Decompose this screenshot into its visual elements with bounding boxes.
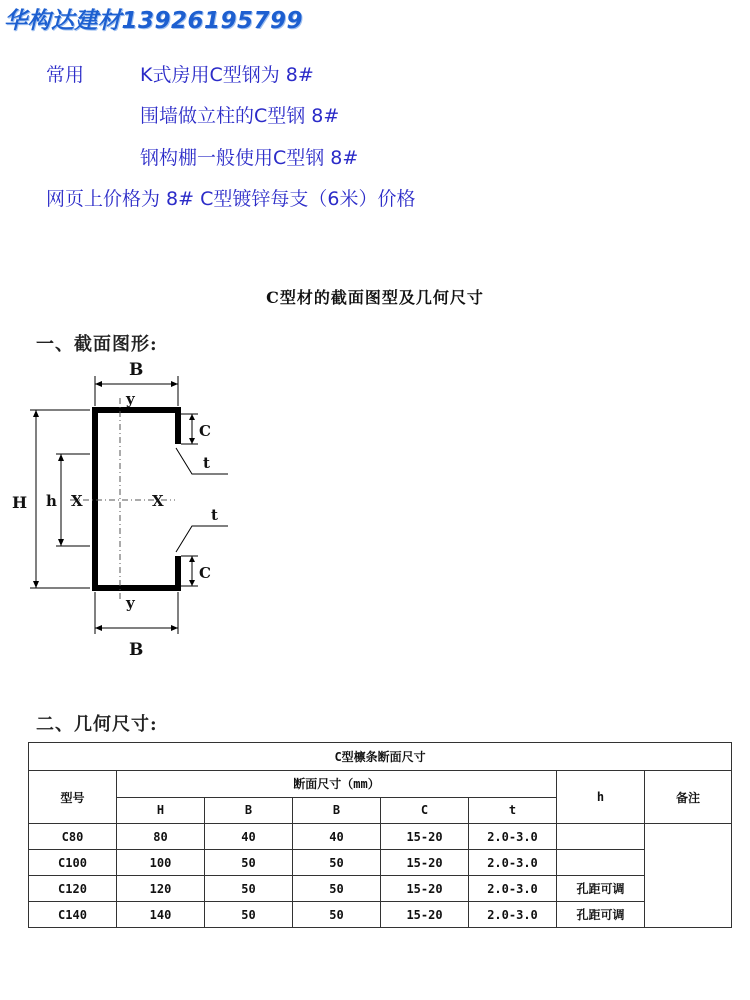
subheader-t: t: [469, 797, 557, 824]
cell-model: C120: [29, 876, 117, 902]
cell-b2: 50: [293, 876, 381, 902]
cell-hole: [557, 850, 645, 876]
cell-b2: 50: [293, 850, 381, 876]
label-y-top: y: [126, 390, 135, 408]
header-h: h: [557, 771, 645, 824]
table-row: [29, 824, 732, 850]
subheader-b2: B: [293, 797, 381, 824]
label-x-left: X: [71, 492, 83, 510]
subheader-h: H: [117, 797, 205, 824]
cell-model: C100: [29, 850, 117, 876]
cell-h: 100: [117, 850, 205, 876]
table-row: [29, 902, 732, 928]
cell-b1: 50: [205, 902, 293, 928]
cell-model: C80: [29, 824, 117, 850]
c-section-diagram: [0, 350, 300, 670]
label-h-total: H: [12, 493, 28, 512]
label-y-bottom: y: [126, 594, 135, 612]
dimension-table: [28, 742, 732, 954]
cell-c: 15-20: [381, 850, 469, 876]
label-c-bottom: C: [199, 564, 211, 582]
document-title: C型材的截面图型及几何尺寸: [266, 288, 484, 307]
cell-b2: 50: [293, 902, 381, 928]
cell-t: 2.0-3.0: [469, 824, 557, 850]
cell-c: 15-20: [381, 824, 469, 850]
header-note: 备注: [645, 771, 732, 824]
cell-t: 2.0-3.0: [469, 850, 557, 876]
cell-h: 80: [117, 824, 205, 850]
cell-h: 120: [117, 876, 205, 902]
table-title: C型檩条断面尺寸: [29, 743, 732, 771]
label-t-top: t: [203, 454, 210, 472]
cell-model: C140: [29, 902, 117, 928]
section-2-heading: 二、几何尺寸:: [36, 714, 158, 735]
table-row: [29, 850, 732, 876]
cell-t: 2.0-3.0: [469, 876, 557, 902]
note-line-3: 钢构棚一般使用C型钢 8#: [140, 147, 359, 169]
label-b-top: B: [129, 360, 144, 380]
t-top-leader: [176, 448, 228, 474]
cell-hole: 孔距可调: [557, 876, 645, 902]
cell-b2: 40: [293, 824, 381, 850]
cell-note: [645, 824, 732, 928]
label-b-bottom: B: [129, 640, 144, 660]
brand-watermark: 华构达建材13926195799: [4, 8, 304, 34]
subheader-c: C: [381, 797, 469, 824]
note-common-label: 常用: [46, 64, 85, 86]
cell-c: 15-20: [381, 876, 469, 902]
note-line-1: K式房用C型钢为 8#: [140, 64, 314, 86]
header-section-size: 断面尺寸（mm）: [117, 771, 557, 798]
note-line-2: 围墙做立柱的C型钢 8#: [140, 105, 340, 127]
note-line-4: 网页上价格为 8# C型镀锌每支（6米）价格: [46, 188, 416, 210]
label-x-right: X: [152, 492, 164, 510]
table-row: [29, 876, 732, 902]
header-model: 型号: [29, 771, 117, 824]
label-c-top: C: [199, 422, 211, 440]
cell-hole: [557, 824, 645, 850]
t-bottom-leader: [176, 526, 228, 552]
cell-t: 2.0-3.0: [469, 902, 557, 928]
label-h-hole: h: [46, 492, 57, 510]
cell-h: 140: [117, 902, 205, 928]
cell-c: 15-20: [381, 902, 469, 928]
section-1-heading: 一、截面图形:: [36, 334, 158, 355]
cell-b1: 50: [205, 876, 293, 902]
cell-b1: 50: [205, 850, 293, 876]
c-profile-shape: [95, 410, 178, 588]
cell-b1: 40: [205, 824, 293, 850]
label-t-bottom: t: [211, 506, 218, 524]
subheader-b1: B: [205, 797, 293, 824]
cell-hole: 孔距可调: [557, 902, 645, 928]
page-cutoff-blank: [0, 928, 750, 1000]
